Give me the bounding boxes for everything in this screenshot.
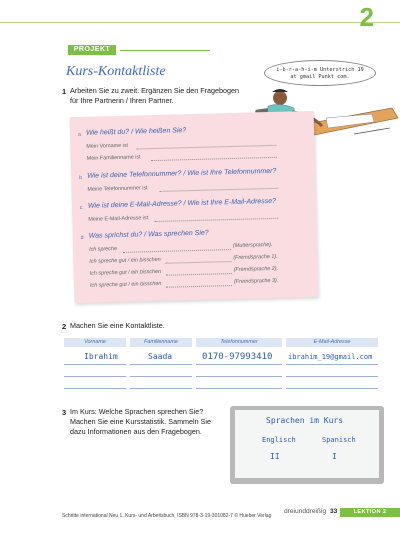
- question-d-letter: d: [80, 234, 84, 241]
- task-3-text-2: Machen Sie eine Kursstatistik. Sammeln Sie: [70, 417, 212, 426]
- copyright-text: Schritte international Neu 1, Kurs- und Arbeitsbuch, ISBN 978-3-19-301082-7 © Hueber Verlag: [62, 513, 272, 519]
- question-b-letter: b: [79, 174, 83, 181]
- table-row-line: [196, 364, 282, 365]
- whiteboard-col-englisch: Englisch: [262, 436, 296, 444]
- table-cell-familienname: Saada: [148, 352, 173, 361]
- question-a: Wie heißt du? / Wie heißen Sie?: [85, 127, 187, 137]
- table-row-line: [64, 364, 126, 365]
- speech-bubble-line-2: at gmail Punkt com.: [290, 74, 350, 80]
- task-3-text-1: Im Kurs: Welche Sprachen sprechen Sie?: [70, 407, 204, 416]
- table-header-telefon: Telefonnummer: [196, 338, 282, 347]
- whiteboard-col-spanisch: Spanisch: [322, 436, 356, 444]
- table-cell-telefon: 0170-97993410: [202, 352, 273, 362]
- hint-fremdsprache-2: (Fremdsprache 2).: [233, 265, 279, 273]
- table-row-line[interactable]: [286, 376, 378, 377]
- footer-page-word: dreiunddreißig: [284, 508, 327, 515]
- task-1-number: 1: [62, 87, 67, 96]
- whiteboard-tally-spanisch: I: [332, 452, 337, 461]
- table-row-line: [286, 364, 378, 365]
- task-3-text-3: dazu Informationen aus den Fragebogen.: [70, 427, 202, 436]
- field-sprache-3: Ich spreche gut / ein bisschen: [89, 268, 162, 277]
- field-sprache-2-line[interactable]: [165, 261, 231, 264]
- field-email-line[interactable]: [154, 218, 278, 222]
- section-rule: [120, 50, 210, 51]
- table-header-familienname: Familienname: [130, 338, 192, 347]
- table-row-line[interactable]: [130, 388, 192, 389]
- table-row-line[interactable]: [64, 388, 126, 389]
- field-sprache-3-line[interactable]: [166, 273, 232, 276]
- table-row-line[interactable]: [130, 376, 192, 377]
- page-title: Kurs-Kontaktliste: [66, 64, 166, 79]
- table-row-line: [130, 364, 192, 365]
- field-sprache-4: Ich spreche gut / ein bisschen: [89, 280, 162, 289]
- field-sprache-4-line[interactable]: [166, 285, 232, 288]
- whiteboard-tally-englisch: II: [270, 452, 280, 461]
- question-c-letter: c: [79, 204, 83, 211]
- table-row-line[interactable]: [286, 388, 378, 389]
- field-sprache-1: Ich spreche: [89, 246, 118, 253]
- header-rule: [0, 22, 400, 23]
- task-1-text-1: Arbeiten Sie zu zweit. Ergänzen Sie den Fragebogen: [70, 86, 240, 95]
- questionnaire-card: [70, 111, 319, 303]
- chapter-number: 2: [359, 2, 374, 32]
- whiteboard-title: Sprachen im Kurs: [266, 416, 344, 425]
- speech-bubble-line-1: i-b-r-a-h-i-m Unterstrich 19: [276, 67, 364, 73]
- hint-fremdsprache-3: (Fremdsprache 3).: [233, 277, 279, 285]
- question-a-letter: a: [77, 131, 81, 139]
- field-email: Meine E-Mail-Adresse ist: [88, 215, 149, 223]
- field-familienname-line[interactable]: [151, 157, 277, 161]
- task-1-text-2: für Ihre Partnerin / Ihren Partner.: [70, 96, 174, 105]
- table-row-line[interactable]: [64, 376, 126, 377]
- table-header-email: E-Mail-Adresse: [286, 338, 378, 347]
- field-telefon: Meine Telefonnummer ist: [87, 185, 148, 193]
- section-badge: PROJEKT: [68, 45, 116, 55]
- hint-muttersprache: (Muttersprache).: [232, 241, 273, 249]
- field-sprache-2: Ich spreche gut / ein bisschen: [89, 256, 161, 265]
- field-familienname: Mein Familienname ist: [86, 154, 141, 162]
- field-sprache-1-line[interactable]: [123, 249, 231, 253]
- speech-bubble: [264, 60, 376, 86]
- table-header-vorname: Vorname: [64, 338, 126, 347]
- field-vorname: Mein Vorname ist: [86, 142, 129, 150]
- task-2-number: 2: [62, 322, 67, 331]
- footer-page-number: 33: [330, 508, 338, 515]
- field-vorname-line[interactable]: [136, 145, 276, 150]
- lektion-badge: LEKTION 2: [340, 508, 400, 517]
- task-2-text: Machen Sie eine Kontaktliste.: [70, 321, 165, 330]
- table-row-line[interactable]: [196, 388, 282, 389]
- hint-fremdsprache-1: (Fremdsprache 1).: [233, 253, 278, 261]
- question-b: Wie ist deine Telefonnummer? / Wie ist Ihre Telefonnummer?: [87, 167, 277, 180]
- table-cell-email: ibrahim_19@gmail.com: [288, 353, 373, 361]
- field-telefon-line[interactable]: [160, 188, 278, 192]
- table-row-line[interactable]: [196, 376, 282, 377]
- task-3-number: 3: [62, 408, 67, 417]
- question-d: Was sprichst du? / Was sprechen Sie?: [88, 229, 209, 240]
- table-cell-vorname: Ibrahim: [84, 352, 118, 361]
- question-c: Wie ist deine E-Mail-Adresse? / Wie ist Ihre E-Mail-Adresse?: [87, 197, 277, 210]
